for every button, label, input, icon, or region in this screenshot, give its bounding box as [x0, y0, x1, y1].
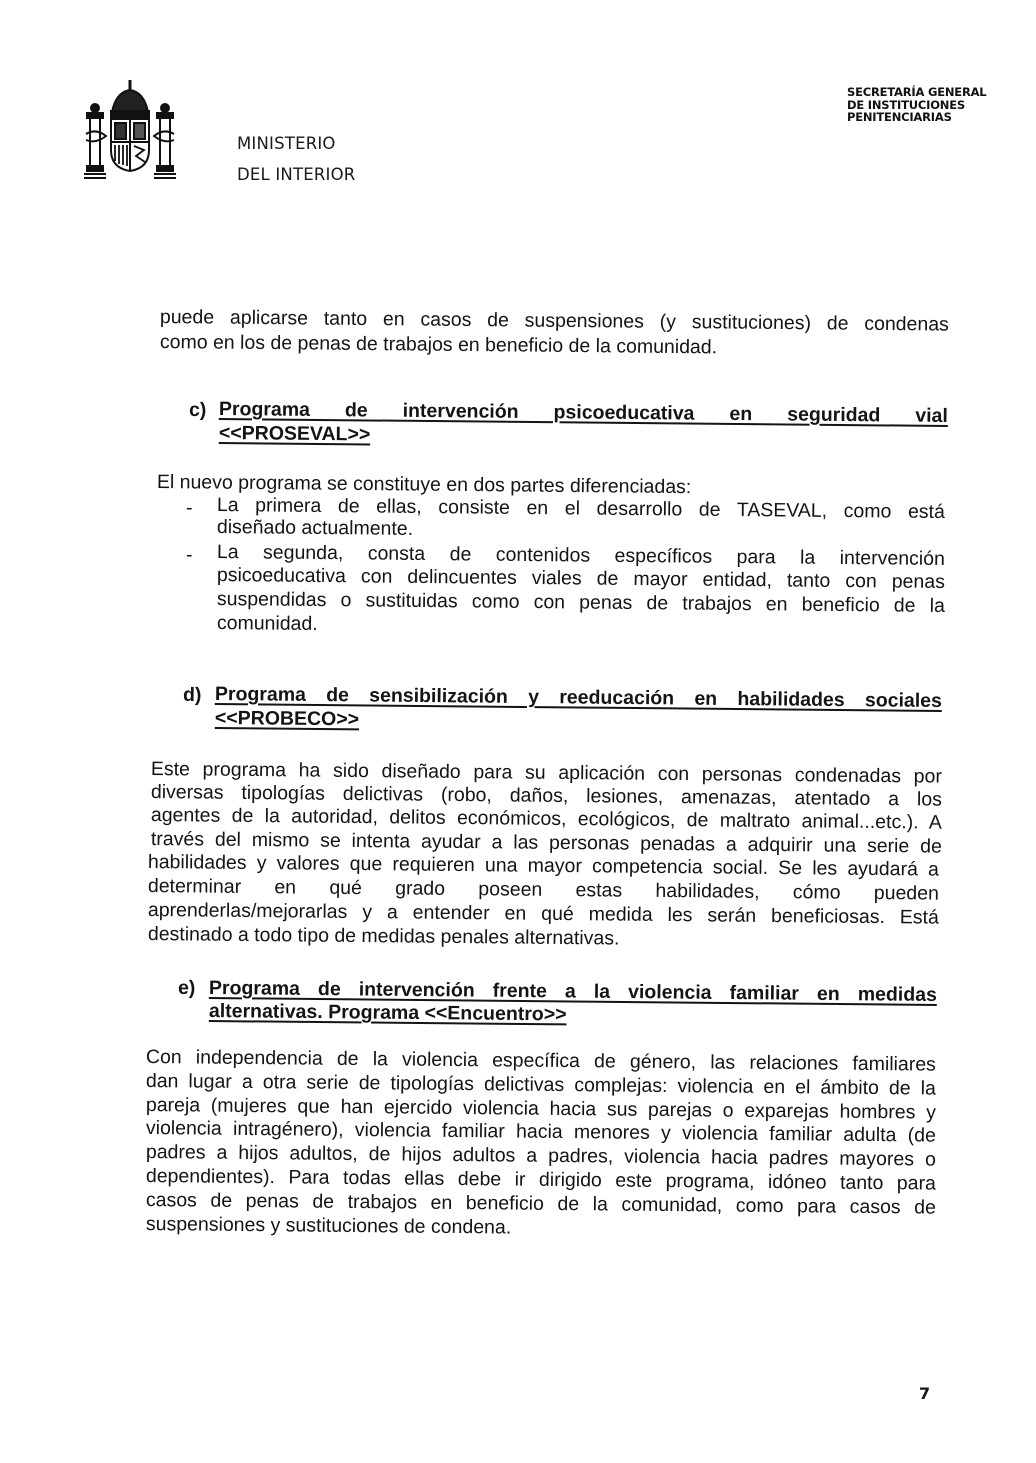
section-c-title-line1: Programa de intervención psicoeducativa en seguridad vial [218, 398, 948, 427]
secretaria-general-block [847, 86, 986, 124]
bullet-line: La segunda, consta de contenidos específicos para la intervención [216, 541, 945, 570]
section-d-line: determinar en qué grado poseen estas habilidades, cómo pueden [147, 875, 939, 905]
secretaria-line3: PENITENCIARIAS [847, 110, 952, 124]
bullet-line: diseñado actualmente. [216, 516, 414, 540]
section-d-marker: d) [182, 683, 202, 707]
section-e-title-line2: alternativas. Programa <<Encuentro>> [208, 1000, 567, 1026]
section-e-line: dependientes). Para todas ellas debe ir dirigido este programa, idóneo tanto para [145, 1165, 936, 1195]
bullet-line: comunidad. [216, 612, 318, 635]
section-e-line: pareja (mujeres que han ejercido violencia hacia sus parejas o exparejas hombres y [145, 1094, 936, 1124]
section-d-line: destinado a todo tipo de medidas penales alternativas. [147, 923, 620, 950]
section-e-line: padres a hijos adultos, de hijos adultos a padres, violencia hacia padres mayores o [145, 1141, 936, 1171]
section-e-line: dan lugar a otra serie de tipologías delictivas complejas: violencia en el ámbito de la [145, 1070, 936, 1100]
section-c-marker: c) [188, 398, 207, 422]
section-e-title-line1: Programa de intervención frente a la violencia familiar en medidas [208, 977, 937, 1006]
section-d-line: Este programa ha sido diseñado para su aplicación con personas condenadas por [150, 758, 942, 788]
section-e-marker: e) [177, 976, 196, 1000]
section-d-line: diversas tipologías delictivas (robo, daños, lesiones, amenazas, atentado a los [150, 781, 942, 811]
secretaria-line2: DE INSTITUCIONES [847, 97, 965, 112]
section-c-title-code [219, 424, 371, 445]
section-d-title-line1: Programa de sensibilización y reeducación en habilidades sociales [214, 683, 942, 712]
ministry-name-line1: MINISTERIO [237, 134, 336, 153]
section-d-line: través del mismo se intenta ayudar a las personas penadas a adquirir una serie de [150, 828, 942, 858]
intro-line: como en los de penas de trabajos en beneficio de la comunidad. [159, 331, 718, 359]
section-c-title-line2: <<PROSEVAL>> [218, 422, 371, 446]
bullet-line: suspendidas o sustituidas como con penas de trabajos en beneficio de la [216, 588, 945, 617]
section-d-line: habilidades y valores que requieren una mayor competencia social. Se les ayudará a [147, 851, 939, 881]
bullet-line: La primera de ellas, consiste en el desarrollo de TASEVAL, como está [216, 494, 945, 523]
section-e-line: casos de penas de trabajos en beneficio de la comunidad, como para casos de [145, 1189, 936, 1219]
section-d-line: aprenderlas/mejorarlas y a entender en qué medida les serán beneficiosas. Está [147, 899, 939, 929]
section-e-line: violencia intragénero), violencia familiar hacia menores y violencia familiar adulta (de [145, 1117, 936, 1147]
section-d-line: agentes de la autoridad, delitos económicos, ecológicos, de maltrato animal...etc.). A [150, 804, 942, 834]
spanish-coat-of-arms-icon [82, 78, 178, 180]
bullet-dash: - [186, 544, 193, 566]
page-number: 7 [919, 1384, 931, 1403]
intro-line: puede aplicarse tanto en casos de suspensiones (y sustituciones) de condenas [159, 306, 949, 336]
section-e-title-cont [209, 1002, 567, 1025]
section-e-line: suspensiones y sustituciones de condena. [145, 1213, 512, 1239]
section-d-title-code [215, 709, 359, 730]
section-e-line: Con independencia de la violencia específica de género, las relaciones familiares [145, 1046, 936, 1076]
ministry-name-line2: DEL INTERIOR [237, 165, 356, 184]
bullet-dash: - [186, 497, 193, 519]
section-d-title-line2: <<PROBECO>> [214, 707, 360, 731]
bullet-line: psicoeducativa con delincuentes viales de mayor entidad, tanto con penas [216, 564, 945, 593]
section-c-intro: El nuevo programa se constituye en dos partes diferenciadas: [156, 471, 692, 499]
secretaria-line1: SECRETARÍA GENERAL [847, 85, 987, 99]
